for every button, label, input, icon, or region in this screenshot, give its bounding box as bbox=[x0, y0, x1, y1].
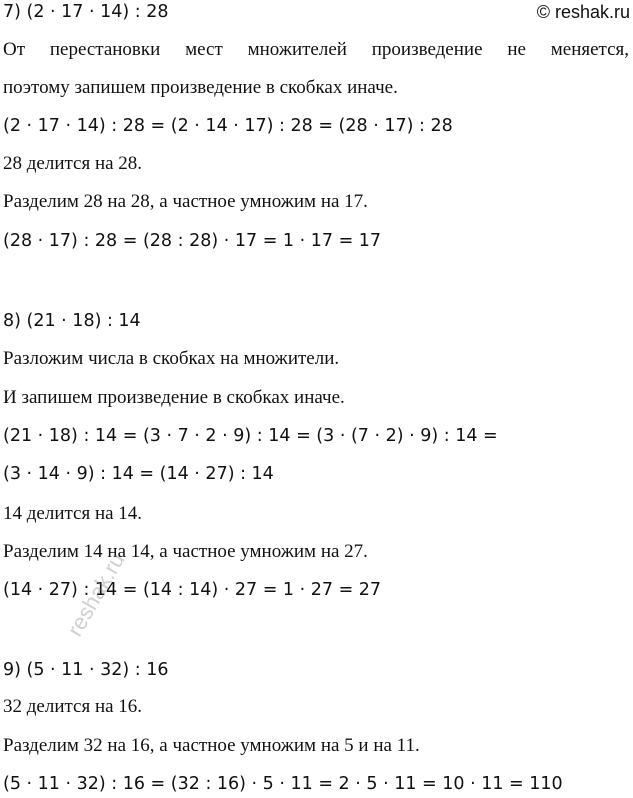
problem-8-paragraph-3: 14 делится на 14. bbox=[3, 503, 143, 524]
overlay-watermark: reshak.ru bbox=[62, 548, 130, 641]
problem-7-equation-2: (28 · 17) : 28 = (28 : 28) · 17 = 1 · 17 = 17 bbox=[3, 231, 382, 251]
problem-7-equation-1: (2 · 17 · 14) : 28 = (2 · 14 · 17) : 28 = (28 · 17) : 28 bbox=[3, 116, 453, 136]
problem-8-paragraph-1: Разложим числа в скобках на множители. bbox=[3, 348, 340, 369]
problem-8-equation-3: (14 · 27) : 14 = (14 : 14) · 27 = 1 · 27 = 27 bbox=[3, 580, 382, 600]
problem-9-header: 9) (5 · 11 · 32) : 16 bbox=[3, 660, 169, 680]
problem-8-equation-1: (21 · 18) : 14 = (3 · 7 · 2 · 9) : 14 = (3 · (7 · 2) · 9) : 14 = bbox=[3, 426, 498, 446]
watermark: © reshak.ru bbox=[536, 2, 630, 22]
problem-7-paragraph-1: От перестановки мест множителей произведение не меняется, bbox=[3, 39, 629, 60]
problem-8-header: 8) (21 · 18) : 14 bbox=[3, 311, 141, 331]
problem-7-paragraph-4: Разделим 28 на 28, а частное умножим на 17. bbox=[3, 191, 368, 212]
problem-9-equation-1: (5 · 11 · 32) : 16 = (32 : 16) · 5 · 11 = 2 · 5 · 11 = 10 · 11 = 110 bbox=[3, 774, 563, 794]
problem-9-paragraph-2: Разделим 32 на 16, а частное умножим на 5 и на 11. bbox=[3, 735, 420, 756]
problem-7-paragraph-3: 28 делится на 28. bbox=[3, 153, 143, 174]
problem-7-paragraph-2: поэтому запишем произведение в скобках иначе. bbox=[3, 77, 398, 98]
problem-8-paragraph-2: И запишем произведение в скобках иначе. bbox=[3, 387, 345, 408]
problem-9-paragraph-1: 32 делится на 16. bbox=[3, 696, 143, 717]
problem-8-equation-2: (3 · 14 · 9) : 14 = (14 · 27) : 14 bbox=[3, 464, 274, 484]
problem-8-paragraph-4: Разделим 14 на 14, а частное умножим на 27. bbox=[3, 541, 368, 562]
problem-7-header: 7) (2 · 17 · 14) : 28 bbox=[3, 2, 169, 22]
